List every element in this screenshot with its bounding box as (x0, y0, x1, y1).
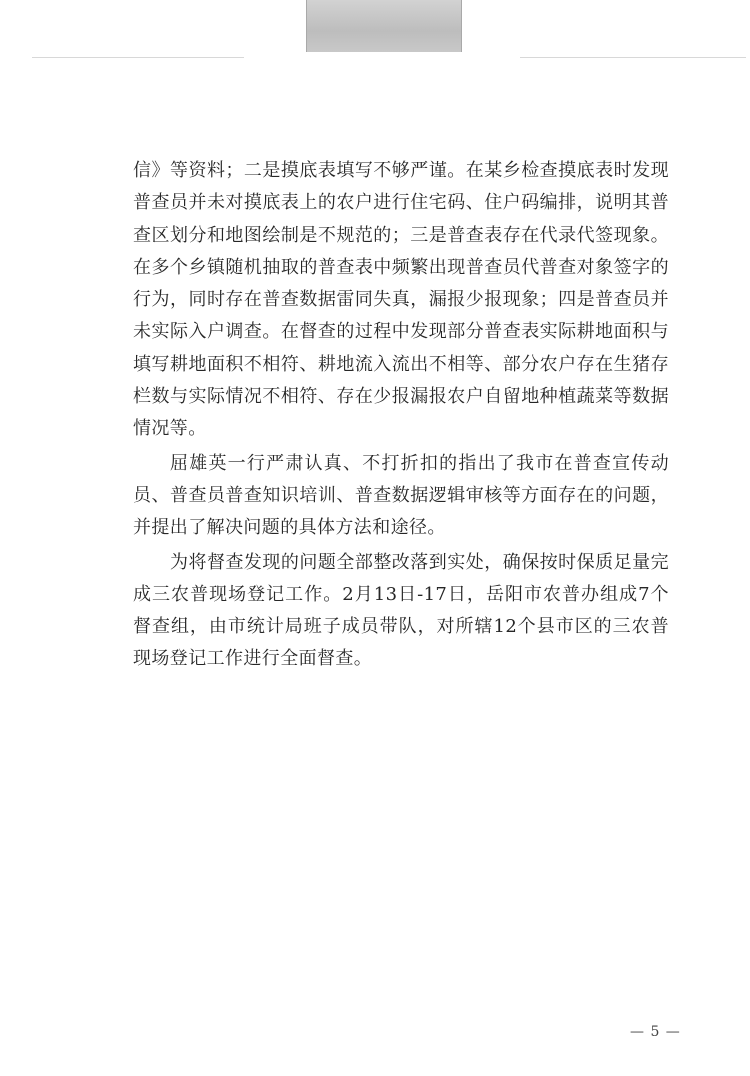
scan-binding-mark (306, 0, 462, 52)
paragraph-inspection-findings: 屈雄英一行严肃认真、不打折扣的指出了我市在普查宣传动员、普查员普查知识培训、普查数据逻辑审核等方面存在的问题，并提出了解决问题的具体方法和途径。 (133, 452, 669, 539)
page-number: — 5 — (630, 1024, 681, 1040)
document-body (133, 155, 669, 678)
scan-edge-line-left (32, 57, 244, 58)
paragraph-continuation: 信》等资料；二是摸底表填写不够严谨。在某乡检查摸底表时发现普查员并未对摸底表上的农户进行住宅码、住户码编排，说明其普查区划分和地图绘制是不规范的；三是普查表存在代录代签现象。在多个乡镇随机抽取的普查表中频繁出现普查员代普查对象签字的行为，同时存在普查数据雷同失真，漏报少报现象；四是普查员并未实际入户调查。在督查的过程中发现部分普查表实际耕地面积与填写耕地面积不相符、耕地流入流出不相等、部分农户存在生猪存栏数与实际情况不相符、存在少报漏报农户自留地种植蔬菜等数据情况等。 (133, 160, 669, 440)
paragraph-rectification: 为将督查发现的问题全部整改落到实处，确保按时保质足量完成三农普现场登记工作。2月13日-17日，岳阳市农普办组成7个督查组，由市统计局班子成员带队，对所辖12个县市区的三农普现场登记工作进行全面督查。 (133, 551, 669, 670)
scan-edge-line-right (520, 57, 746, 58)
